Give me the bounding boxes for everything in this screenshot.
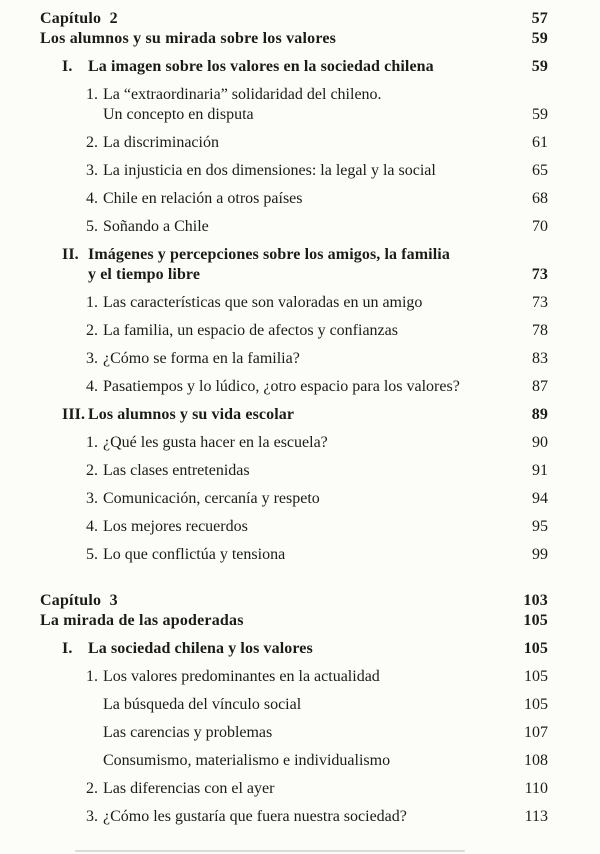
- page-number: 107: [524, 724, 548, 741]
- entry-line: Consumismo, materialismo e individualismo: [103, 752, 391, 769]
- toc-entry: [40, 9, 548, 29]
- entry-marker: I.: [62, 58, 73, 75]
- page-number: 91: [532, 462, 548, 479]
- entry-text: [86, 433, 496, 453]
- entry-lines: [88, 639, 496, 659]
- entry-line: Los alumnos y su vida escolar: [88, 406, 295, 423]
- page-number: 105: [523, 612, 548, 629]
- entry-lines: [103, 461, 496, 481]
- toc-entry: [40, 217, 548, 237]
- entry-lines: [88, 405, 496, 425]
- entry-lines: [103, 695, 496, 715]
- entry-line: Las clases entretenidas: [103, 462, 250, 479]
- entry-marker: 3.: [86, 490, 98, 507]
- page-number: 59: [531, 58, 548, 75]
- page-number: 108: [524, 752, 548, 769]
- entry-marker: 2.: [86, 322, 98, 339]
- page-number: 83: [532, 350, 548, 367]
- page-number: 73: [532, 294, 548, 311]
- entry-line: La “extraordinaria” solidaridad del chileno.: [103, 86, 382, 103]
- entry-line: ¿Qué les gusta hacer en la escuela?: [103, 434, 328, 451]
- page-number: 59: [531, 30, 548, 47]
- entry-line: Los valores predominantes en la actualidad: [103, 668, 380, 685]
- entry-marker: II.: [62, 246, 79, 263]
- entry-marker: 2.: [86, 134, 98, 151]
- entry-lines: [103, 667, 496, 687]
- entry-marker: 5.: [86, 218, 98, 235]
- toc-entry: [40, 29, 548, 49]
- entry-marker: 1.: [86, 434, 98, 451]
- entry-marker: 1.: [86, 668, 98, 685]
- entry-marker: 4.: [86, 518, 98, 535]
- entry-text: [40, 29, 496, 49]
- page-number: 87: [532, 378, 548, 395]
- entry-text: [103, 751, 496, 771]
- entry-line: Chile en relación a otros países: [103, 190, 303, 207]
- entry-line: La discriminación: [103, 134, 219, 151]
- entry-lines: [103, 545, 496, 565]
- entry-text: [86, 545, 496, 565]
- toc-entry: [40, 591, 548, 611]
- entry-line: La familia, un espacio de afectos y confianzas: [103, 322, 398, 339]
- entry-text: [86, 377, 496, 397]
- scan-artifact-smudge: [75, 850, 465, 852]
- entry-lines: [103, 807, 496, 827]
- entry-marker: 3.: [86, 808, 98, 825]
- entry-lines: [103, 321, 496, 341]
- entry-lines: [40, 611, 496, 631]
- entry-line: Las diferencias con el ayer: [103, 780, 275, 797]
- entry-line: La búsqueda del vínculo social: [103, 696, 302, 713]
- entry-lines: [103, 517, 496, 537]
- entry-line: ¿Cómo les gustaría que fuera nuestra sociedad?: [103, 808, 407, 825]
- entry-text: [86, 489, 496, 509]
- entry-marker: 3.: [86, 350, 98, 367]
- page-number: 95: [532, 518, 548, 535]
- entry-text: [62, 57, 496, 77]
- page-number: 110: [524, 780, 548, 797]
- entry-lines: [88, 245, 496, 285]
- entry-line: y el tiempo libre: [88, 266, 201, 283]
- page-number: 59: [532, 106, 548, 123]
- entry-lines: [103, 377, 496, 397]
- entry-text: [86, 517, 496, 537]
- toc-entry: [40, 189, 548, 209]
- page-number: 78: [532, 322, 548, 339]
- entry-marker: 2.: [86, 462, 98, 479]
- toc-entry: [40, 461, 548, 481]
- toc-entry: [40, 133, 548, 153]
- entry-lines: [103, 189, 496, 209]
- entry-marker: 4.: [86, 190, 98, 207]
- entry-text: [86, 217, 496, 237]
- entry-marker: 5.: [86, 546, 98, 563]
- entry-text: [62, 245, 496, 285]
- entry-text: [86, 667, 496, 687]
- page-number: 94: [532, 490, 548, 507]
- entry-text: [62, 405, 496, 425]
- entry-lines: [103, 217, 496, 237]
- toc-entry: [40, 321, 548, 341]
- entry-marker: 4.: [86, 378, 98, 395]
- entry-text: [86, 461, 496, 481]
- entry-line: La sociedad chilena y los valores: [88, 640, 313, 657]
- entry-text: [40, 591, 496, 611]
- entry-line: ¿Cómo se forma en la familia?: [103, 350, 300, 367]
- entry-line: La imagen sobre los valores en la sociedad chilena: [88, 58, 434, 75]
- entry-line: Imágenes y percepciones sobre los amigos, la familia: [88, 246, 450, 263]
- entry-marker: 2.: [86, 780, 98, 797]
- toc-entry-list: [40, 9, 548, 827]
- entry-lines: [40, 29, 496, 49]
- entry-lines: [103, 723, 496, 743]
- toc-entry: [40, 779, 548, 799]
- entry-lines: [103, 349, 496, 369]
- page-number: 105: [524, 668, 548, 685]
- chapter-gap: [40, 565, 548, 591]
- entry-line: Los alumnos y su mirada sobre los valores: [40, 30, 337, 47]
- entry-lines: [103, 161, 496, 181]
- entry-marker: 3.: [86, 162, 98, 179]
- entry-line: Los mejores recuerdos: [103, 518, 248, 535]
- entry-lines: [103, 751, 496, 771]
- entry-lines: [103, 433, 496, 453]
- entry-text: [40, 9, 496, 29]
- toc-entry: [40, 433, 548, 453]
- page-number: 73: [531, 266, 548, 283]
- entry-marker: I.: [62, 640, 73, 657]
- entry-text: [86, 779, 496, 799]
- entry-text: [86, 189, 496, 209]
- page-number: 68: [532, 190, 548, 207]
- page-number: 113: [524, 808, 548, 825]
- entry-text: [86, 133, 496, 153]
- toc-entry: [40, 405, 548, 425]
- toc-entry: [40, 57, 548, 77]
- entry-lines: [88, 57, 496, 77]
- toc-entry: [40, 349, 548, 369]
- toc-entry: [40, 667, 548, 687]
- entry-line: Lo que conflictúa y tensiona: [103, 546, 286, 563]
- entry-line: Las carencias y problemas: [103, 724, 273, 741]
- toc-entry: [40, 639, 548, 659]
- entry-line: Comunicación, cercanía y respeto: [103, 490, 320, 507]
- toc-entry: [40, 751, 548, 771]
- entry-lines: [103, 779, 496, 799]
- entry-line: Las características que son valoradas en un amigo: [103, 294, 423, 311]
- entry-text: [103, 723, 496, 743]
- page-number: 105: [523, 640, 548, 657]
- entry-marker: III.: [62, 406, 86, 423]
- entry-text: [86, 293, 496, 313]
- page-number: 103: [523, 592, 548, 609]
- toc-entry: [40, 161, 548, 181]
- toc-entry: [40, 545, 548, 565]
- entry-line: La mirada de las apoderadas: [40, 612, 244, 629]
- entry-text: [86, 85, 496, 125]
- page-number: 89: [531, 406, 548, 423]
- toc-entry: [40, 695, 548, 715]
- entry-marker: 1.: [86, 294, 98, 311]
- entry-line: Capítulo 3: [40, 592, 118, 609]
- entry-line: Capítulo 2: [40, 10, 118, 27]
- entry-text: [40, 611, 496, 631]
- toc-entry: [40, 377, 548, 397]
- entry-line: La injusticia en dos dimensiones: la legal y la social: [103, 162, 436, 179]
- toc-entry: [40, 611, 548, 631]
- toc-entry: [40, 489, 548, 509]
- entry-text: [103, 695, 496, 715]
- entry-lines: [103, 489, 496, 509]
- entry-text: [86, 321, 496, 341]
- toc-entry: [40, 723, 548, 743]
- toc-entry: [40, 245, 548, 285]
- entry-lines: [40, 9, 496, 29]
- page-number: 70: [532, 218, 548, 235]
- entry-text: [62, 639, 496, 659]
- entry-line: Pasatiempos y lo lúdico, ¿otro espacio para los valores?: [103, 378, 460, 395]
- entry-text: [86, 807, 496, 827]
- entry-lines: [103, 293, 496, 313]
- entry-lines: [103, 85, 496, 125]
- entry-lines: [103, 133, 496, 153]
- entry-line: Un concepto en disputa: [103, 106, 254, 123]
- entry-marker: 1.: [86, 86, 98, 103]
- toc-entry: [40, 807, 548, 827]
- toc-entry: [40, 85, 548, 125]
- page-number: 99: [532, 546, 548, 563]
- page-number: 61: [532, 134, 548, 151]
- toc-entry: [40, 517, 548, 537]
- entry-text: [86, 349, 496, 369]
- entry-line: Soñando a Chile: [103, 218, 209, 235]
- entry-lines: [40, 591, 496, 611]
- page-number: 65: [532, 162, 548, 179]
- page-number: 105: [524, 696, 548, 713]
- toc-entry: [40, 293, 548, 313]
- page-number: 57: [531, 10, 548, 27]
- page-number: 90: [532, 434, 548, 451]
- entry-text: [86, 161, 496, 181]
